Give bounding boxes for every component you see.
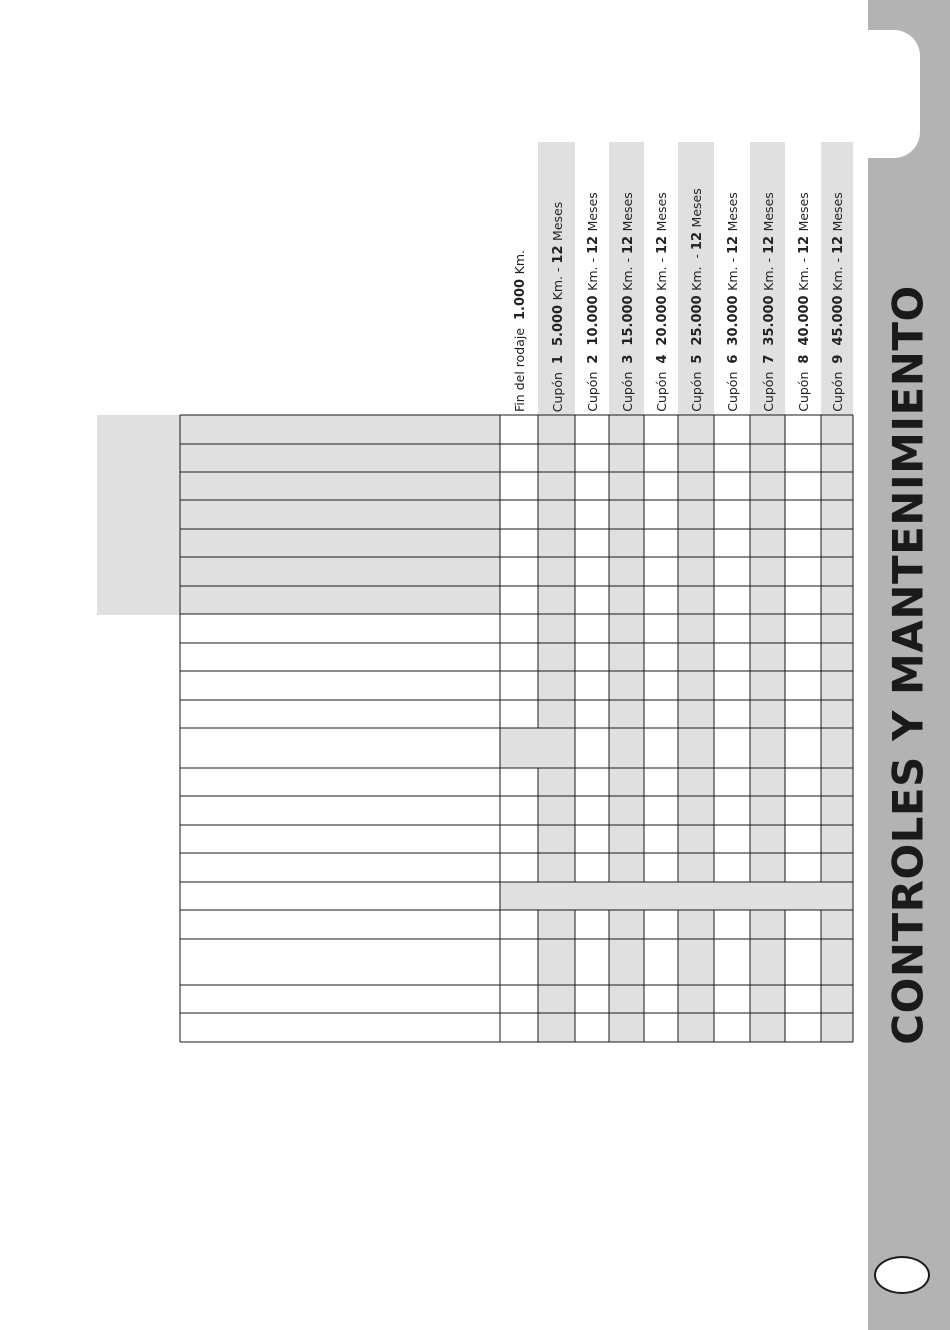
merged-row bbox=[500, 882, 853, 910]
header-coupon-6: Cupón 6 30.000 Km. - 12 Meses bbox=[725, 192, 741, 412]
shaded-label-cell bbox=[180, 500, 500, 529]
section-title: CONTROLES Y MANTENIMIENTO bbox=[883, 285, 933, 1045]
header-coupon-2: Cupón 2 10.000 Km. - 12 Meses bbox=[585, 192, 601, 412]
header-coupon-4: Cupón 4 20.000 Km. - 12 Meses bbox=[654, 192, 670, 412]
header-coupon-8: Cupón 8 40.000 Km. - 12 Meses bbox=[796, 192, 812, 412]
merged-cell bbox=[500, 728, 575, 768]
shaded-label-cell bbox=[180, 415, 500, 444]
header-coupon-9: Cupón 9 45.000 Km. - 12 Meses bbox=[830, 192, 846, 412]
shaded-label-cell bbox=[180, 444, 500, 472]
shaded-label-cell bbox=[180, 557, 500, 586]
header-break-in: Fin del rodaje 1.000 Km. bbox=[512, 246, 528, 412]
header-coupon-3: Cupón 3 15.000 Km. - 12 Meses bbox=[619, 192, 636, 412]
header-coupon-1: Cupón 1 5.000 Km. - 12 Meses bbox=[549, 201, 566, 412]
shaded-label-cell bbox=[180, 472, 500, 500]
shaded-label-cell bbox=[180, 529, 500, 557]
header-coupon-5: Cupón 5 25.000 Km. - 12 Meses bbox=[689, 188, 705, 412]
header-coupon-7: Cupón 7 35.000 Km. - 12 Meses bbox=[760, 192, 777, 412]
shaded-label-cell bbox=[180, 586, 500, 614]
